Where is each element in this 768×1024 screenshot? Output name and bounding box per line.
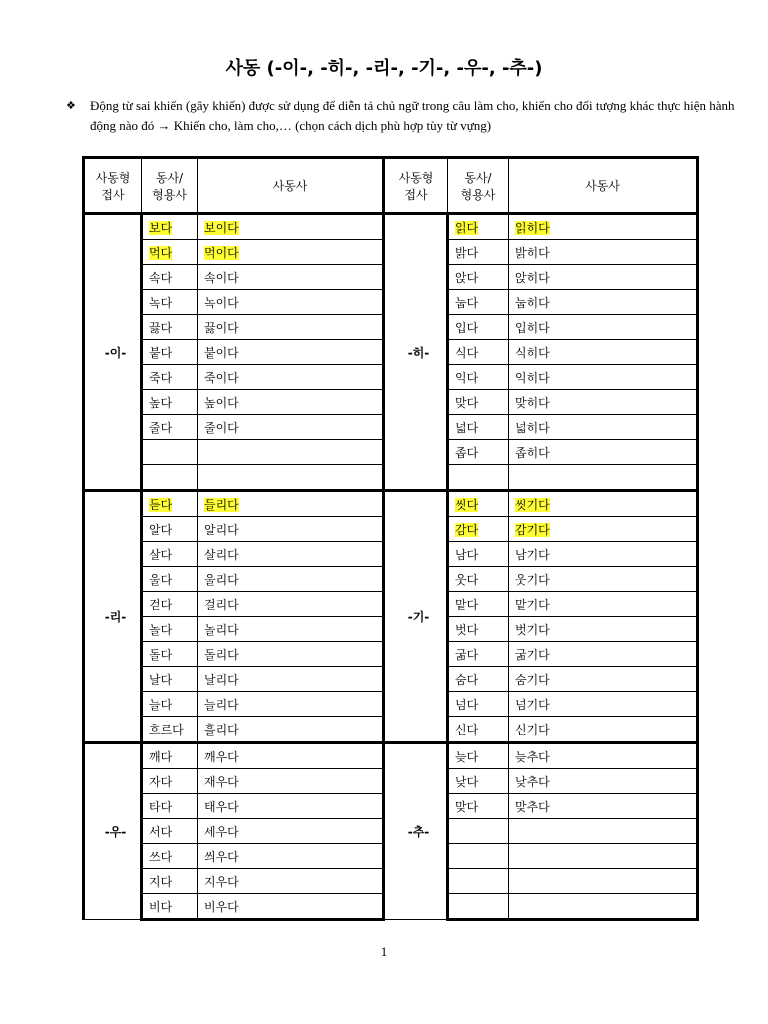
base-verb-cell: 날다 <box>142 667 198 692</box>
header-verb-right: 동사/ 형용사 <box>448 158 509 214</box>
base-verb-cell: 쓰다 <box>142 844 198 869</box>
base-verb-cell <box>448 869 509 894</box>
causative-verb-cell: 울리다 <box>198 567 384 592</box>
causative-verb-cell <box>509 819 698 844</box>
causative-verb-cell <box>509 869 698 894</box>
causative-verb-cell <box>198 440 384 465</box>
page-title: 사동 (-이-, -히-, -리-, -기-, -우-, -추-) <box>225 58 543 79</box>
base-verb-cell: 살다 <box>142 542 198 567</box>
causative-verb-cell: 날리다 <box>198 667 384 692</box>
base-verb-cell: 늘다 <box>142 692 198 717</box>
causative-verb-cell: 넘기다 <box>509 692 698 717</box>
causative-verb-cell: 높이다 <box>198 390 384 415</box>
suffix-cell: -추- <box>384 743 448 920</box>
base-verb-cell: 씻다 <box>448 491 509 517</box>
base-verb-cell: 먹다 <box>142 240 198 265</box>
base-verb-cell: 지다 <box>142 869 198 894</box>
causative-verb-cell: 들리다 <box>198 491 384 517</box>
causative-verb-cell: 줄이다 <box>198 415 384 440</box>
causative-verb-cell <box>198 465 384 491</box>
suffix-cell: -우- <box>84 743 142 920</box>
base-verb-cell: 서다 <box>142 819 198 844</box>
table-row <box>84 214 698 240</box>
causative-verb-cell: 씻기다 <box>509 491 698 517</box>
causative-verb-cell: 맞히다 <box>509 390 698 415</box>
base-verb-cell: 줄다 <box>142 415 198 440</box>
base-verb-cell: 놀다 <box>142 617 198 642</box>
causative-verb-cell: 태우다 <box>198 794 384 819</box>
causative-verb-cell: 씌우다 <box>198 844 384 869</box>
header-causative: 사동사 <box>198 158 384 214</box>
causative-verb-cell: 넓히다 <box>509 415 698 440</box>
causative-verb-cell: 녹이다 <box>198 290 384 315</box>
base-verb-cell: 돌다 <box>142 642 198 667</box>
base-verb-cell: 늦다 <box>448 743 509 769</box>
causative-verb-cell: 늦추다 <box>509 743 698 769</box>
base-verb-cell <box>142 465 198 491</box>
base-verb-cell: 맞다 <box>448 390 509 415</box>
base-verb-cell: 맡다 <box>448 592 509 617</box>
causative-verb-cell: 읽히다 <box>509 214 698 240</box>
causative-verb-cell: 붙이다 <box>198 340 384 365</box>
base-verb-cell: 식다 <box>448 340 509 365</box>
causative-verb-cell: 세우다 <box>198 819 384 844</box>
suffix-cell: -이- <box>84 214 142 491</box>
header-suffix-right: 사동형 접사 <box>384 158 448 214</box>
base-verb-cell: 신다 <box>448 717 509 743</box>
suffix-cell: -기- <box>384 491 448 743</box>
header-suffix: 사동형 접사 <box>84 158 142 214</box>
base-verb-cell: 자다 <box>142 769 198 794</box>
base-verb-cell: 죽다 <box>142 365 198 390</box>
causative-verb-cell: 웃기다 <box>509 567 698 592</box>
causative-verb-cell: 알리다 <box>198 517 384 542</box>
causative-verb-cell: 굶기다 <box>509 642 698 667</box>
causative-verb-cell: 식히다 <box>509 340 698 365</box>
base-verb-cell: 울다 <box>142 567 198 592</box>
causative-verb-cell: 속이다 <box>198 265 384 290</box>
causative-verb-cell: 눕히다 <box>509 290 698 315</box>
base-verb-cell: 알다 <box>142 517 198 542</box>
causative-verb-cell: 흘리다 <box>198 717 384 743</box>
base-verb-cell: 밝다 <box>448 240 509 265</box>
causative-verb-cell: 숨기다 <box>509 667 698 692</box>
causative-verb-cell: 남기다 <box>509 542 698 567</box>
base-verb-cell <box>448 894 509 920</box>
causative-verb-cell: 맡기다 <box>509 592 698 617</box>
base-verb-cell: 높다 <box>142 390 198 415</box>
causative-verb-cell: 신기다 <box>509 717 698 743</box>
base-verb-cell: 굶다 <box>448 642 509 667</box>
causative-verb-cell: 돌리다 <box>198 642 384 667</box>
note-text: Động từ sai khiến (gây khiến) được sử dụng để diễn tả chủ ngữ trong câu làm cho, khiến cho đối tượng khác thực hiện hành động nào đó → Khiến cho, làm cho,… (chọn cách dịch phù hợp tùy từ vựng) <box>90 98 735 133</box>
causative-verb-cell <box>509 465 698 491</box>
base-verb-cell: 익다 <box>448 365 509 390</box>
suffix-cell: -히- <box>384 214 448 491</box>
causative-verb-cell: 낮추다 <box>509 769 698 794</box>
base-verb-cell: 끓다 <box>142 315 198 340</box>
causative-verb-cell: 재우다 <box>198 769 384 794</box>
causative-verb-cell: 감기다 <box>509 517 698 542</box>
base-verb-cell: 깨다 <box>142 743 198 769</box>
causative-verb-cell: 먹이다 <box>198 240 384 265</box>
causative-verb-cell: 끓이다 <box>198 315 384 340</box>
causative-verb-cell: 죽이다 <box>198 365 384 390</box>
page-number: 1 <box>380 944 388 959</box>
base-verb-cell <box>448 844 509 869</box>
base-verb-cell: 맞다 <box>448 794 509 819</box>
causative-verb-cell <box>509 894 698 920</box>
causative-verb-cell <box>509 844 698 869</box>
base-verb-cell: 감다 <box>448 517 509 542</box>
diamond-bullet-icon: ❖ <box>66 100 76 112</box>
causative-verb-cell: 걸리다 <box>198 592 384 617</box>
base-verb-cell: 비다 <box>142 894 198 920</box>
causative-verb-cell: 살리다 <box>198 542 384 567</box>
base-verb-cell: 걷다 <box>142 592 198 617</box>
base-verb-cell: 좁다 <box>448 440 509 465</box>
base-verb-cell: 입다 <box>448 315 509 340</box>
causative-verb-cell: 앉히다 <box>509 265 698 290</box>
base-verb-cell <box>142 440 198 465</box>
base-verb-cell: 벗다 <box>448 617 509 642</box>
causative-verb-cell: 놀리다 <box>198 617 384 642</box>
causative-verb-cell: 늘리다 <box>198 692 384 717</box>
base-verb-cell: 남다 <box>448 542 509 567</box>
base-verb-cell: 읽다 <box>448 214 509 240</box>
base-verb-cell: 붙다 <box>142 340 198 365</box>
base-verb-cell <box>448 819 509 844</box>
base-verb-cell: 웃다 <box>448 567 509 592</box>
causative-verb-cell: 맞추다 <box>509 794 698 819</box>
base-verb-cell: 흐르다 <box>142 717 198 743</box>
causative-verb-cell: 비우다 <box>198 894 384 920</box>
base-verb-cell: 넘다 <box>448 692 509 717</box>
header-causative-right: 사동사 <box>509 158 698 214</box>
causative-verb-cell: 벗기다 <box>509 617 698 642</box>
causative-verb-cell: 지우다 <box>198 869 384 894</box>
base-verb-cell: 타다 <box>142 794 198 819</box>
causative-verb-cell: 보이다 <box>198 214 384 240</box>
causative-verb-cell: 입히다 <box>509 315 698 340</box>
causative-verb-cell: 깨우다 <box>198 743 384 769</box>
header-verb: 동사/ 형용사 <box>142 158 198 214</box>
base-verb-cell: 녹다 <box>142 290 198 315</box>
table-row <box>84 491 698 517</box>
suffix-cell: -리- <box>84 491 142 743</box>
causative-verb-cell: 익히다 <box>509 365 698 390</box>
base-verb-cell: 숨다 <box>448 667 509 692</box>
table-row <box>84 743 698 769</box>
base-verb-cell: 낮다 <box>448 769 509 794</box>
base-verb-cell: 앉다 <box>448 265 509 290</box>
base-verb-cell: 속다 <box>142 265 198 290</box>
base-verb-cell: 듣다 <box>142 491 198 517</box>
base-verb-cell: 눕다 <box>448 290 509 315</box>
base-verb-cell: 넓다 <box>448 415 509 440</box>
causative-verb-cell: 밝히다 <box>509 240 698 265</box>
base-verb-cell <box>448 465 509 491</box>
base-verb-cell: 보다 <box>142 214 198 240</box>
causative-verb-cell: 좁히다 <box>509 440 698 465</box>
causative-table <box>82 156 699 921</box>
